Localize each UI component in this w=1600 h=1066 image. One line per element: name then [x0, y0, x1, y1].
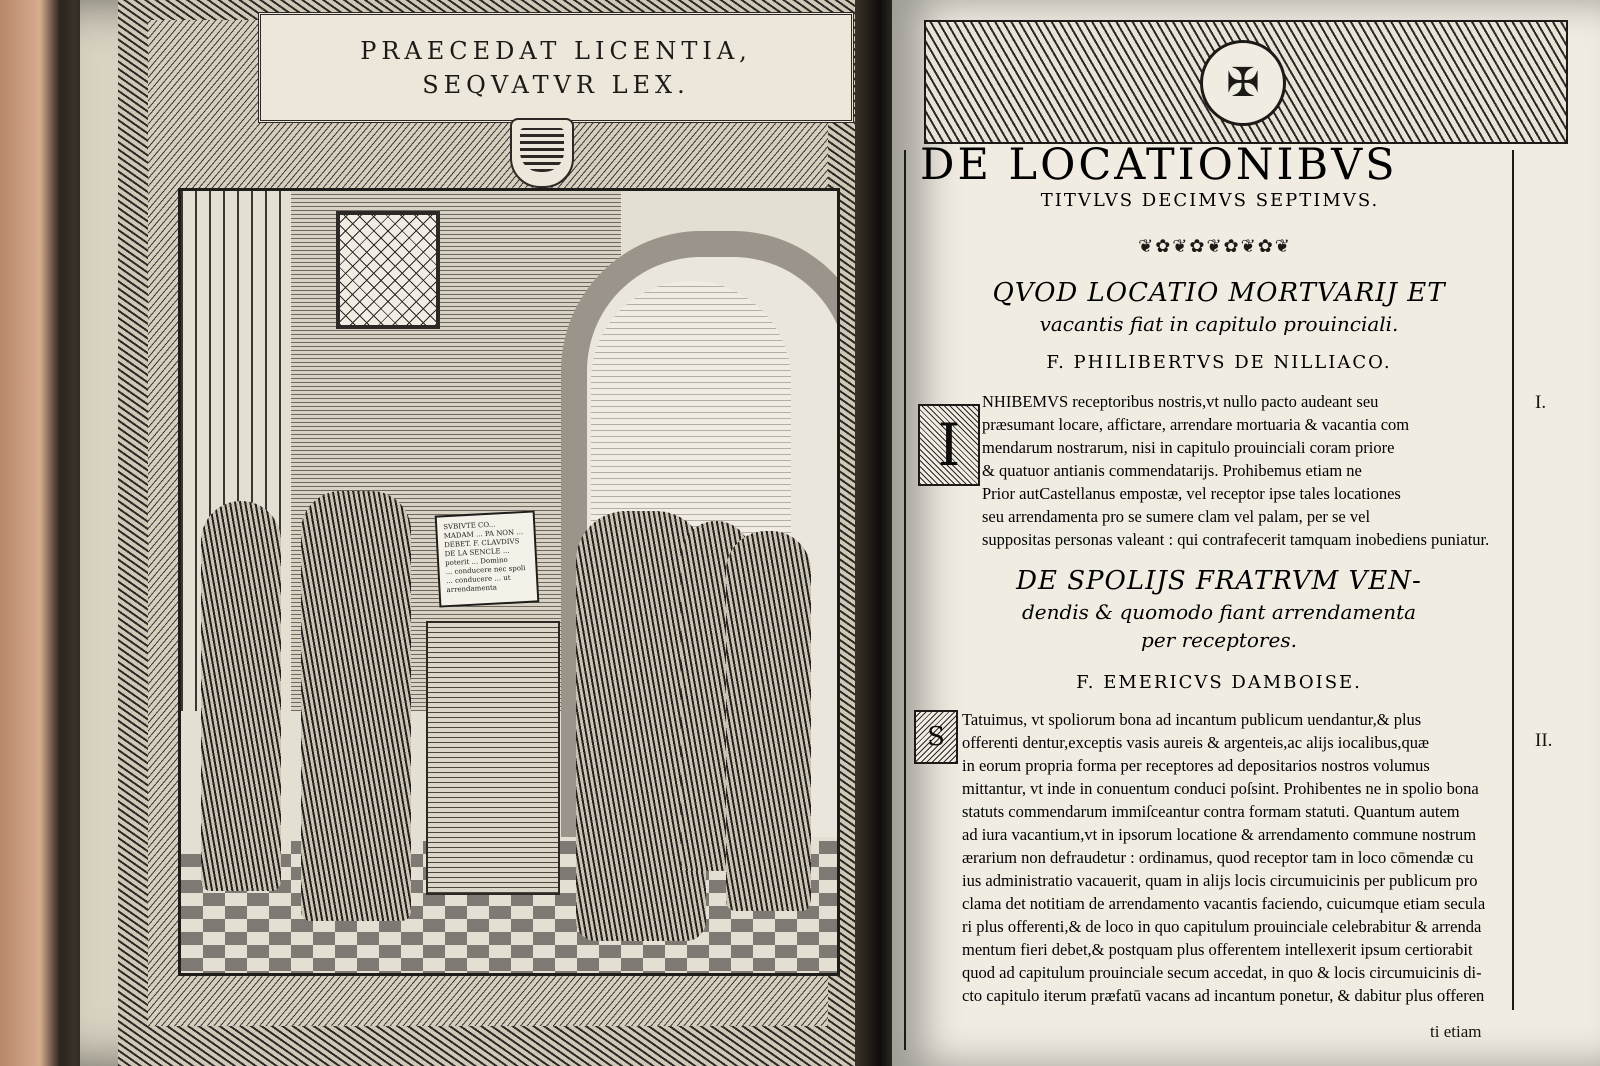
chapter-title: DE LOCATIONIBVS [920, 140, 1398, 190]
text-line: offerenti dentur,exceptis vasis aureis & argenteis,ac alijs iocalibus,quæ [962, 733, 1430, 752]
figure-knight-pointing [301, 491, 411, 921]
text-line: ad iura vacantium,vt in ipsorum locatione & arrendamento commune nostrum [962, 825, 1477, 844]
text-line: ri plus offerenti,& de loco in quo capitulum prouinciale celebrabitur & arrenda [962, 917, 1482, 936]
maltese-cross-medallion-icon: ✠ [1200, 40, 1286, 126]
text-line: mentum fieri debet,& postquam plus offerentem intellexerit ipsum certiorabit [962, 940, 1473, 959]
motto-line-1: PRAECEDAT LICENTIA, [360, 36, 752, 65]
chapter-subtitle: TITVLVS DECIMVS SEPTIMVS. [1040, 190, 1380, 211]
motto-line-2: SEQVATVR LEX. [422, 70, 690, 99]
figure-bearded-elder [726, 531, 811, 911]
text-line: ærarium non defraudetur : ordinamus, quod receptor tam in loco cōmendæ cu [962, 848, 1474, 867]
coat-of-arms-icon [510, 118, 574, 188]
tablet-right-text: ... conducere nec spoli ... conducere ... ut arrendamenta [445, 564, 526, 595]
section2-heading-line2: dendis & quomodo fiant arrendamenta [1021, 600, 1417, 624]
engraving-illustration [178, 188, 840, 976]
figure-standing-man [201, 501, 281, 891]
text-line: & quatuor antianis commendatarijs. Prohibemus etiam ne [982, 461, 1362, 480]
text-line: mittantur, vt inde in conuentum conduci poſsint. Prohibentes ne in spolio bona [962, 779, 1479, 798]
text-line: Prior autCastellanus empostæ, vel receptor ipse tales locationes [982, 484, 1401, 503]
text-line: suppositas personas valeant : qui contrafecerit tamquam inobediens puniatur. [982, 530, 1490, 549]
section2-heading-line1: DE SPOLIJS FRATRVM VEN- [1016, 566, 1422, 596]
section2-heading-line3: per receptores. [1141, 628, 1297, 652]
text-frame-left-rule [904, 150, 906, 1050]
section2-side-number: II. [1535, 730, 1553, 751]
text-line: mendarum nostrarum, nisi in capitulo prouinciali coram priore [982, 438, 1395, 457]
section2-dropcap: S [914, 710, 958, 764]
inscribed-tablet [435, 510, 540, 607]
tablet-left-text: SVBIVTE CO... MADAM ... PA NON ... DEBET. F. CLAVDIVS DE LA SENCLE ... poterit ... Domino [443, 520, 524, 568]
section1-dropcap: I [918, 404, 980, 486]
text-line: quod ad capitulum prouinciale secum accedat, in quo & locis circumuicinis di- [962, 963, 1482, 982]
section2-author: F. EMERICVS DAMBOISE. [1076, 672, 1362, 693]
text-line: statuts commendarum immiſceantur contra formam statuti. Quantum autem [962, 802, 1460, 821]
lectern [426, 621, 560, 895]
text-line: Tatuimus, vt spoliorum bona ad incantum publicum uendantur,& plus [962, 710, 1422, 729]
section1-side-number: I. [1535, 392, 1547, 413]
text-line: clama det notitiam de arrendamento vacantis faciendo, cuicumque etiam secula [962, 894, 1486, 913]
motto-cartouche [258, 12, 854, 123]
text-line: præsumant locare, affictare, arrendare mortuaria & vacantia com [982, 415, 1410, 434]
text-line: in eorum propria forma per receptores ad depositarios nostros volumus [962, 756, 1430, 775]
catchword: ti etiam [1430, 1022, 1482, 1041]
section1-heading-line1: QVOD LOCATIO MORTVARIJ ET [992, 278, 1446, 308]
section2-paragraph [962, 708, 1502, 1007]
text-line: seu arrendamenta pro se sumere clam vel palam, per se vel [982, 507, 1371, 526]
section1-heading-line2: vacantis fiat in capitulo prouinciali. [1039, 312, 1399, 336]
section1-paragraph [982, 390, 1502, 551]
lattice-window [336, 211, 440, 329]
text-line: NHIBEMVS receptoribus nostris,vt nullo pacto audeant seu [982, 392, 1379, 411]
fleuron-ornament-icon: ❦✿❦✿❦✿❦✿❦ [1138, 236, 1292, 254]
section1-author: F. PHILIBERTVS DE NILLIACO. [1046, 352, 1392, 373]
text-line: ius administratio vacauerit, quam in alijs locis circumuicinis per publicum pro [962, 871, 1478, 890]
text-line: cto capitulo iterum præfatū vacans ad incantum ponetur, & dabitur plus offeren [962, 986, 1485, 1005]
